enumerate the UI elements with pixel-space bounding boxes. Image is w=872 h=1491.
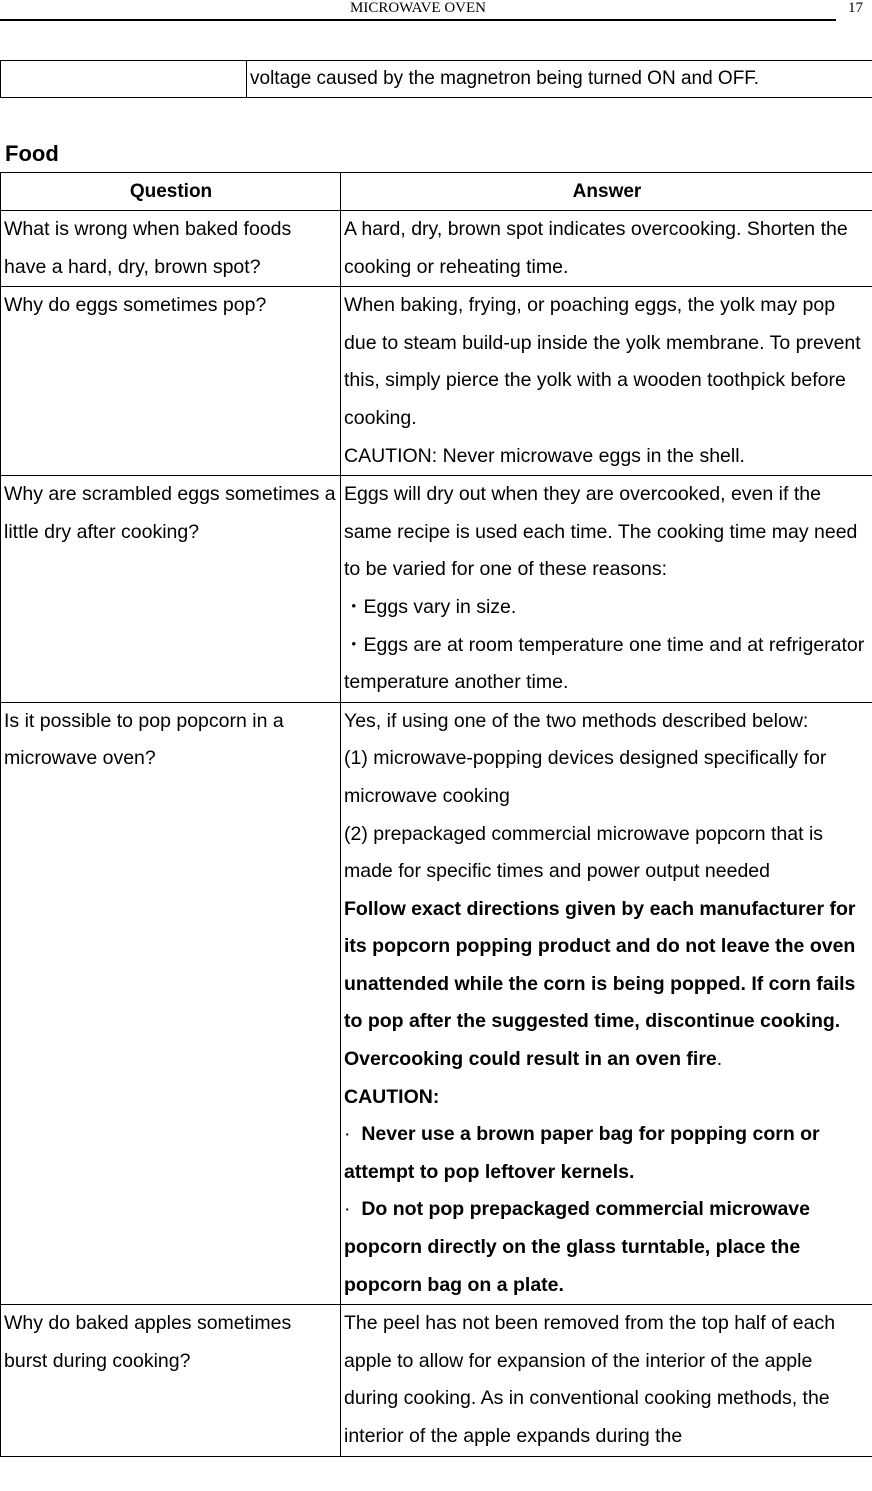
table-row — [1, 287, 872, 476]
question-cell: Why are scrambled eggs sometimes a little dry after cooking? — [1, 476, 341, 703]
caution-text: CAUTION: Never microwave eggs in the shell. — [344, 444, 745, 467]
bold-notice-text: Follow exact directions given by each manufacturer for its popcorn popping product and do not leave the oven unattended while the corn is being popped. If corn fails to pop after the suggested time, discontinue cooking. Overcooking could result in an oven fire — [344, 897, 856, 1071]
bold-notice — [344, 891, 870, 1079]
table-header-row — [1, 173, 872, 211]
table-row — [1, 1305, 872, 1456]
answer-text: When baking, frying, or poaching eggs, the yolk may pop due to steam build-up inside the yolk membrane. To prevent this, simply pierce the yolk with a wooden toothpick before cooking. — [344, 294, 861, 429]
section-title: Food — [5, 141, 59, 166]
answer-cell — [341, 702, 872, 1305]
bullet-dot: · — [344, 1123, 351, 1146]
caution-label: CAUTION: — [344, 1085, 440, 1108]
continued-table — [0, 60, 872, 98]
bullet-item: ・Eggs are at room temperature one time and at refrigerator temperature another time. — [344, 633, 865, 694]
caution-item-text: Never use a brown paper bag for popping corn or attempt to pop leftover kernels. — [344, 1123, 820, 1183]
method-item: (1) microwave-popping devices designed specifically for microwave cooking — [344, 747, 827, 807]
page-number: 17 — [848, 0, 863, 16]
answer-cell — [341, 287, 872, 476]
caution-item-text: Do not pop prepackaged commercial microwave popcorn directly on the glass turntable, place the popcorn bag on a plate. — [344, 1198, 810, 1296]
answer-text: A hard, dry, brown spot indicates overcooking. Shorten the cooking or reheating time. — [344, 218, 848, 278]
table-row — [1, 61, 872, 98]
food-faq-table — [0, 172, 872, 1457]
page-header-title: MICROWAVE OVEN — [350, 0, 486, 16]
caution-item — [344, 1116, 870, 1191]
answer-cell — [341, 211, 872, 287]
bullet-item: ・Eggs vary in size. — [344, 595, 517, 618]
question-cell: Is it possible to pop popcorn in a microwave oven? — [1, 702, 341, 1305]
bullet-dot: · — [344, 1198, 351, 1221]
table-cell-text: voltage caused by the magnetron being turned ON and OFF. — [247, 61, 872, 98]
table-row — [1, 476, 872, 703]
answer-text: The peel has not been removed from the top half of each apple to allow for expansion of the interior of the apple during cooking. As in conventional cooking methods, the interior of the apple expands during the — [344, 1312, 836, 1447]
table-cell-empty — [1, 61, 247, 98]
bold-notice-end: . — [716, 1048, 723, 1071]
table-row — [1, 211, 872, 287]
question-cell: Why do baked apples sometimes burst during cooking? — [1, 1305, 341, 1456]
table-row — [1, 702, 872, 1305]
method-item: (2) prepackaged commercial microwave popcorn that is made for specific times and power output needed — [344, 822, 824, 883]
column-header-answer: Answer — [341, 173, 872, 211]
question-cell: What is wrong when baked foods have a hard, dry, brown spot? — [1, 211, 341, 287]
column-header-question: Question — [1, 173, 341, 211]
answer-text: Yes, if using one of the two methods described below: — [344, 709, 809, 732]
question-cell: Why do eggs sometimes pop? — [1, 287, 341, 476]
answer-cell — [341, 1305, 872, 1456]
header-divider — [0, 19, 836, 21]
answer-text: Eggs will dry out when they are overcooked, even if the same recipe is used each time. The cooking time may need to be varied for one of these reasons: — [344, 483, 858, 581]
answer-cell — [341, 476, 872, 703]
caution-item — [344, 1191, 870, 1304]
